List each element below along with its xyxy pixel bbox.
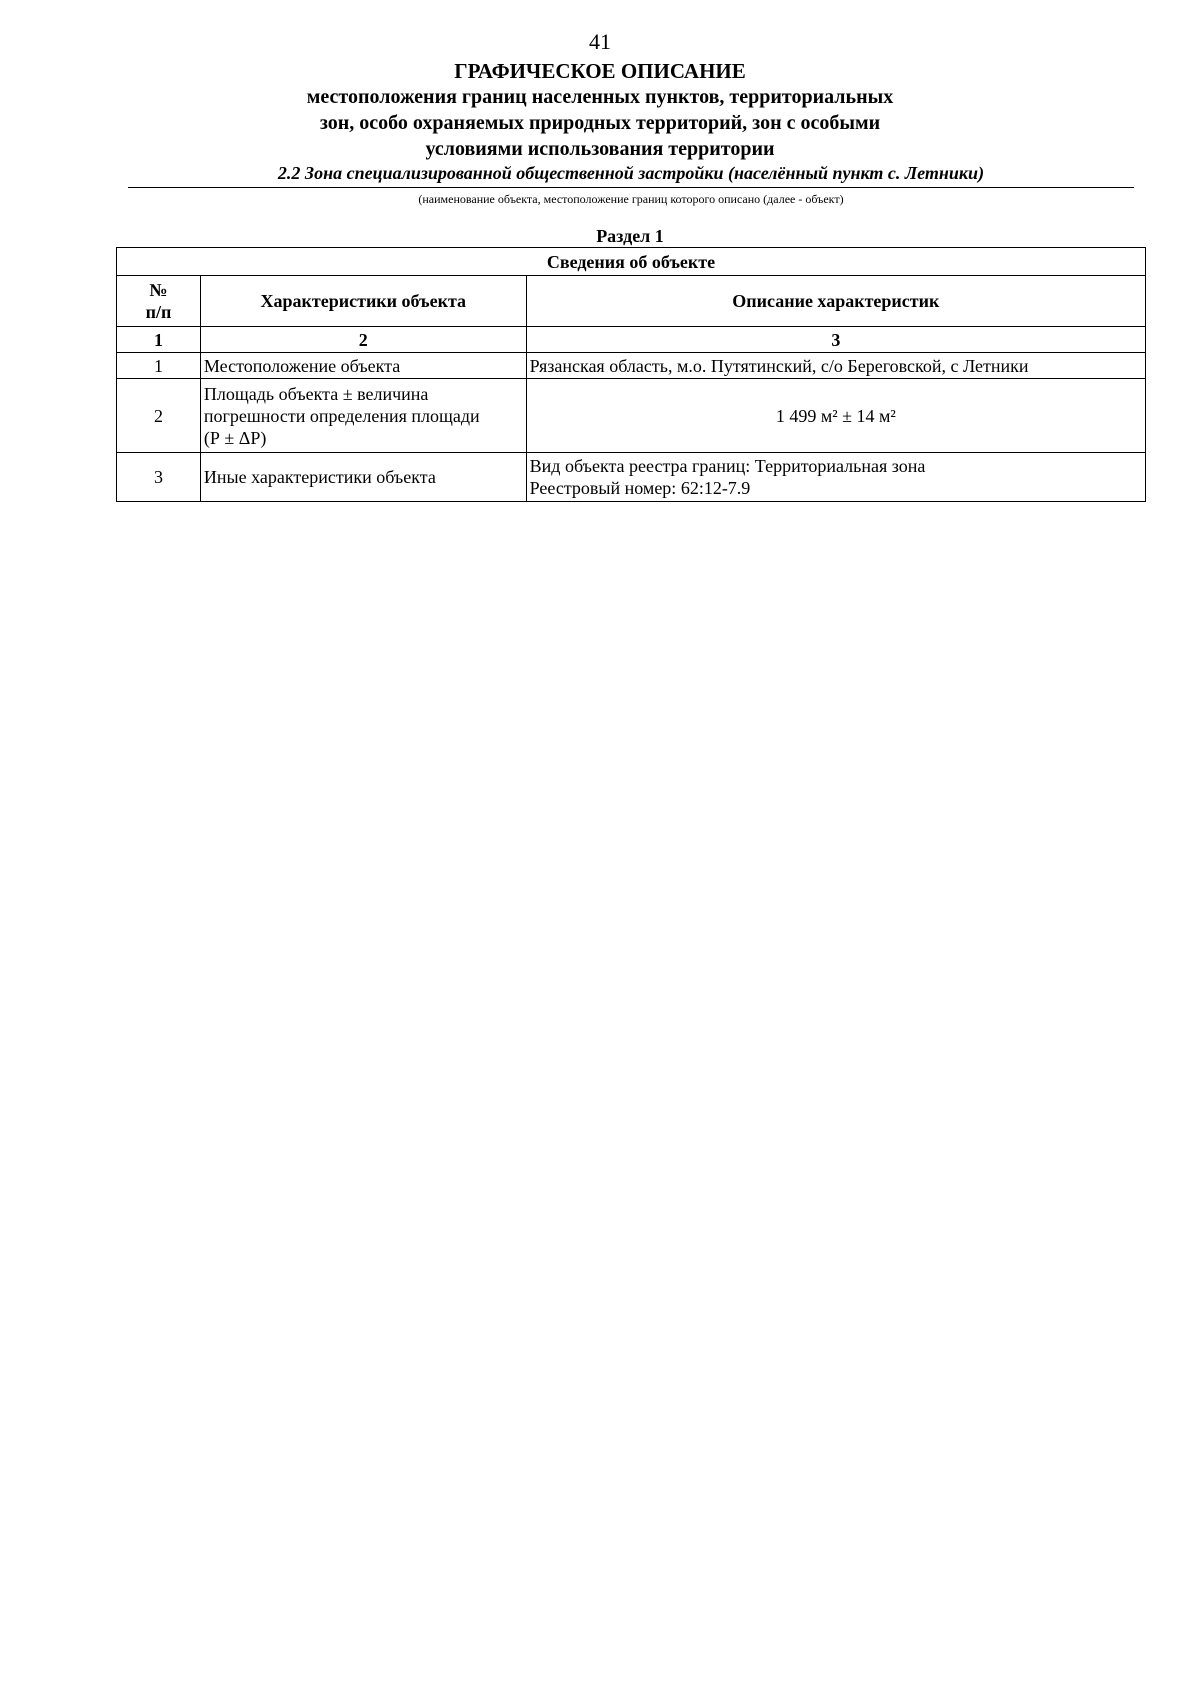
object-name: 2.2 Зона специализированной общественной застройки (населённый пункт с. Летники) [128,162,1134,188]
section-title: Раздел 1 [596,226,664,246]
title-line: местоположения границ населенных пунктов, территориальных [306,86,894,108]
row-description [526,353,1145,379]
page-number: 41 [589,29,611,54]
title-main: ГРАФИЧЕСКОЕ ОПИСАНИЕ [454,59,746,83]
header-num-line: № [149,280,168,300]
column-index: 3 [526,327,1145,353]
row-characteristic [200,353,526,379]
table-row [117,453,1146,502]
table-header-row [117,276,1146,327]
header-num-line: п/п [145,302,172,322]
row-characteristic [200,453,526,502]
description-line: Рязанская область, м.о. Путятинский, с/о Береговской, с Летники [529,355,1029,376]
row-number: 3 [117,453,201,502]
object-info-table [116,247,1146,502]
title-line: зон, особо охраняемых природных территорий, зон с особыми [319,112,881,134]
header-num [117,276,201,327]
row-description [526,453,1145,502]
row-description [526,379,1145,453]
table-caption: Сведения об объекте [117,248,1146,276]
characteristic-line: погрешности определения площади [203,405,480,426]
table-row [117,379,1146,453]
document-title [0,58,1200,162]
characteristic-line: Площадь объекта ± величина [203,383,429,404]
characteristic-line: Местоположение объекта [203,355,401,376]
description-line: Реестровый номер: 62:12-7.9 [529,478,751,498]
header-characteristics: Характеристики объекта [200,276,526,327]
header-description: Описание характеристик [526,276,1145,327]
characteristic-line: Иные характеристики объекта [203,467,436,487]
row-characteristic [200,379,526,453]
column-index: 1 [117,327,201,353]
title-line: условиями использования территории [425,138,775,160]
row-number: 2 [117,379,201,453]
table-row [117,353,1146,379]
description-line: Вид объекта реестра границ: Территориальная зона [529,456,926,476]
object-caption: (наименование объекта, местоположение границ которого описано (далее - объект) [418,192,844,206]
description-line: 1 499 м² ± 14 м² [775,405,896,426]
characteristic-line: (Р ± ΔР) [203,427,267,448]
column-index-row [117,327,1146,353]
column-index: 2 [200,327,526,353]
row-number: 1 [117,353,201,379]
